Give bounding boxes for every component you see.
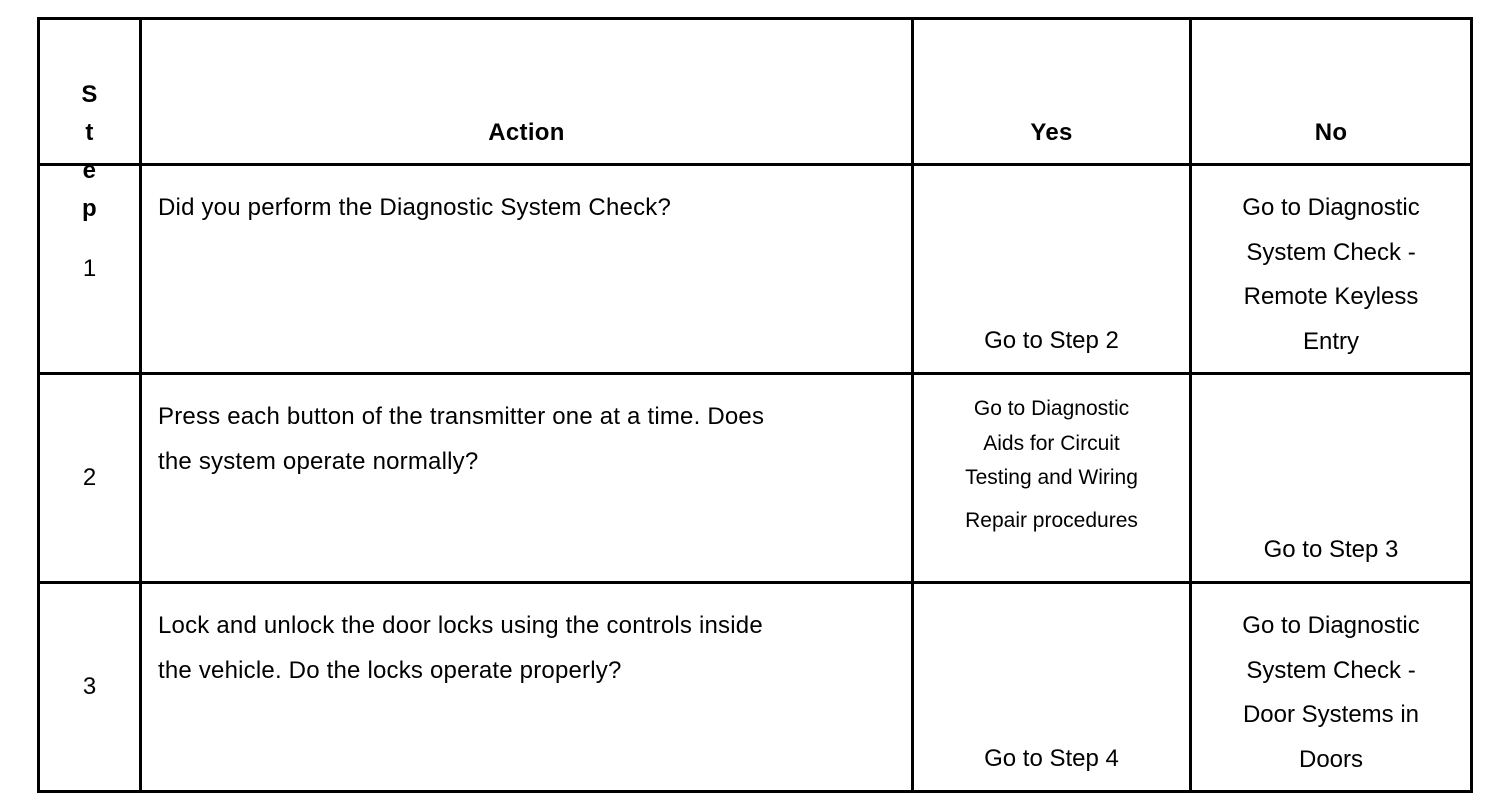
yes-line: Testing and Wiring — [965, 466, 1138, 489]
no-text — [1192, 604, 1470, 782]
no-text — [1192, 186, 1470, 364]
header-step: Step — [81, 81, 98, 222]
no-line: System Check - — [1246, 656, 1416, 684]
no-line: Go to Diagnostic — [1242, 194, 1420, 221]
yes-text: Go to Step 2 — [984, 327, 1119, 354]
action-cell — [141, 165, 913, 374]
no-line: Go to Diagnostic — [1242, 612, 1420, 639]
no-cell — [1191, 165, 1472, 374]
yes-line: Repair procedures — [965, 508, 1138, 532]
yes-cell — [913, 374, 1191, 583]
header-yes-cell — [913, 19, 1191, 165]
step-number: 1 — [82, 255, 97, 282]
yes-cell — [913, 165, 1191, 374]
yes-text: Go to Step 4 — [984, 745, 1119, 772]
diagnostic-table — [37, 17, 1473, 793]
no-line: Doors — [1298, 745, 1364, 773]
header-row — [39, 19, 1472, 165]
step-cell — [39, 165, 141, 374]
no-line: Door Systems in — [1242, 701, 1420, 728]
step-cell — [39, 583, 141, 792]
action-line: the system operate normally? — [158, 447, 479, 475]
yes-line: Go to Diagnostic — [973, 397, 1130, 420]
header-step-cell — [39, 19, 141, 222]
no-text: Go to Step 3 — [1263, 536, 1399, 563]
action-cell — [141, 583, 913, 792]
step-cell — [39, 374, 141, 583]
header-action: Action — [488, 119, 565, 146]
no-cell — [1191, 374, 1472, 583]
action-cell — [141, 374, 913, 583]
table-row — [39, 583, 1472, 792]
action-text — [158, 395, 891, 484]
yes-text — [914, 392, 1189, 538]
yes-cell — [913, 583, 1191, 792]
action-line: Lock and unlock the door locks using the controls inside — [158, 612, 763, 639]
no-line: Remote Keyless — [1243, 283, 1419, 310]
action-text — [158, 604, 891, 693]
header-yes: Yes — [1030, 119, 1073, 146]
header-action-cell — [141, 19, 913, 165]
no-line: System Check - — [1246, 238, 1416, 266]
action-line: Press each button of the transmitter one at a time. Does — [158, 403, 765, 430]
action-line: the vehicle. Do the locks operate properly? — [158, 656, 622, 684]
action-text: Did you perform the Diagnostic System Check? — [158, 194, 672, 221]
step-number: 2 — [82, 464, 97, 491]
step-number: 3 — [82, 673, 97, 700]
table-row — [39, 374, 1472, 583]
table-row — [39, 165, 1472, 374]
no-cell — [1191, 583, 1472, 792]
yes-line: Aids for Circuit — [983, 431, 1120, 455]
header-no-cell — [1191, 19, 1472, 165]
no-line: Entry — [1302, 327, 1359, 355]
header-no: No — [1314, 119, 1348, 146]
